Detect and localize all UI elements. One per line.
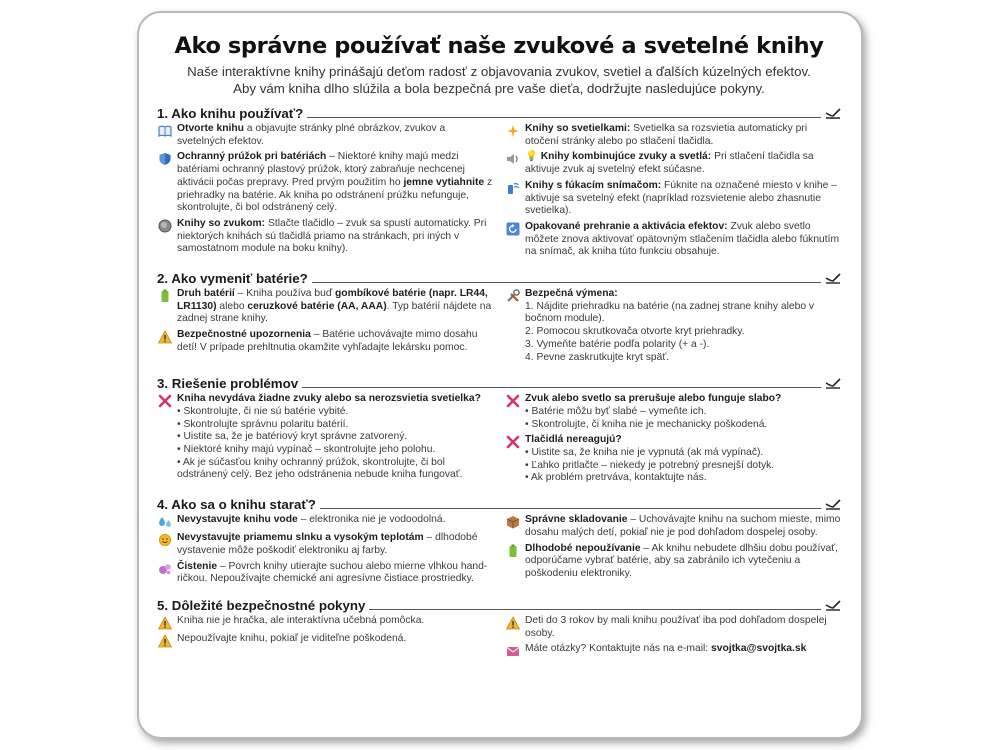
- section-2-right: [505, 288, 841, 367]
- list-item: Nevystavujte knihu vode – elektronika nie je vodoodolná.: [157, 514, 493, 529]
- battery-icon: [157, 289, 172, 303]
- intro-text: [157, 63, 841, 97]
- checkmark-icon: [825, 377, 841, 390]
- section-5-left: [157, 615, 493, 661]
- warning-icon: [157, 330, 172, 344]
- section-4-left: [157, 514, 493, 589]
- list-item: [505, 393, 841, 431]
- section-5-body: [157, 615, 841, 661]
- list-item: Ochranný prúžok pri batériách – Niektoré knihy majú medzi batériami ochranný plastový prúžok, ktorý zabraňuje nechcenej aktivácii počas prepravy. Pred prvým použitím ho jemne vytiahnite z priehradky na batérie. Ak kniha po odstránení prúžku nefunguje, skontrolujte, či bol odstránený celý.: [157, 151, 493, 215]
- bullet-item: • Ak je súčasťou knihy ochranný prúžok, skontrolujte, či bol odstránený celý. Bez jeho odstránenia nebude kniha fungovať.: [177, 457, 493, 482]
- shield-icon: [157, 152, 172, 166]
- list-item: Bezpečnostné upozornenia – Batérie uchovávajte mimo dosahu detí! V prípade prehltnutia okamžite vyhľadajte lekársku pomoc.: [157, 329, 493, 354]
- bullet-item: • Uistite sa, že je batériový kryt správne zatvorený.: [177, 431, 493, 444]
- section-1-right: [505, 123, 841, 262]
- blow-sensor-icon: [505, 181, 520, 195]
- section-title: 2. Ako vymeniť batérie?: [157, 271, 308, 287]
- steps-list: [525, 301, 841, 365]
- warning-icon: [505, 616, 520, 630]
- contact-email[interactable]: svojtka@svojtka.sk: [711, 643, 807, 655]
- list-item: Nepoužívajte knihu, pokiaľ je viditeľne poškodená.: [157, 633, 493, 648]
- cleaning-icon: [157, 562, 172, 576]
- divider: [320, 508, 821, 509]
- speaker-light-icon: [505, 152, 520, 166]
- sun-icon: [157, 533, 172, 547]
- section-2-header: [157, 268, 841, 286]
- step-item: 4. Pevne zaskrutkujte kryt späť.: [525, 351, 670, 363]
- safe-replacement-title: Bezpečná výmena:: [525, 288, 618, 300]
- list-item: Dlhodobé nepoužívanie – Ak knihu nebudete dlhšiu dobu používať, odporúčame vybrať batérie, aby sa zabránilo ich vytečeniu a poškodeniu elektroniky.: [505, 543, 841, 581]
- intro-line-1: Naše interaktívne knihy prinášajú deťom radosť z objavovania zvukov, svetiel a ďalších kúzelných efektov.: [187, 64, 811, 79]
- section-4-body: [157, 514, 841, 589]
- divider: [312, 282, 821, 283]
- battery-icon: [505, 544, 520, 558]
- section-title: 5. Dôležité bezpečnostné pokyny: [157, 597, 366, 613]
- list-item: Otvorte knihu a objavujte stránky plné obrázkov, zvukov a svetelných efektov.: [157, 123, 493, 148]
- checkmark-icon: [825, 498, 841, 511]
- list-item: Nevystavujte priamemu slnku a vysokým teplotám – dlhodobé vystavenie môže poškodiť elektroniku aj farby.: [157, 532, 493, 557]
- step-item: 2. Pomocou skrutkovača otvorte kryt priehradky.: [525, 326, 745, 338]
- list-item: Knihy so svetielkami: Svetielka sa rozsvietia automaticky pri otočení stránky alebo po stlačení tlačidla.: [505, 123, 841, 148]
- section-4-header: [157, 494, 841, 512]
- section-3-left: [157, 393, 493, 488]
- tools-icon: [505, 289, 520, 303]
- bullet-item: • Niektoré knihy majú vypínač – skontrolujte jeho polohu.: [177, 444, 493, 457]
- cross-icon: [505, 435, 520, 449]
- section-title: 3. Riešenie problémov: [157, 376, 299, 392]
- checkmark-icon: [825, 599, 841, 612]
- mail-icon: [505, 644, 520, 658]
- sparkle-icon: [505, 124, 520, 138]
- checkmark-icon: [825, 272, 841, 285]
- list-item: [505, 434, 841, 485]
- bullet-item: • Skontrolujte, či nie sú batérie vybité.: [177, 406, 493, 419]
- list-item: [157, 393, 493, 482]
- bullet-item: • Ak problém pretrváva, kontaktujte nás.: [525, 472, 841, 485]
- section-2-left: [157, 288, 493, 367]
- bullet-item: • Ľahko pritlačte – niekedy je potrebný presnejší dotyk.: [525, 460, 841, 473]
- section-3-body: [157, 393, 841, 488]
- list-item: Knihy s fúkacím snímačom: Fúknite na označené miesto v knihe – aktivuje sa svetelný efekt (napríklad rozsvietenie alebo zhasnutie svetielka).: [505, 180, 841, 218]
- list-item: Správne skladovanie – Uchovávajte knihu na suchom mieste, mimo dosahu malých detí, pokiaľ nie je pod dohľadom dospelej osoby.: [505, 514, 841, 539]
- section-1-header: [157, 103, 841, 121]
- problem-title: Zvuk alebo svetlo sa prerušuje alebo funguje slabo?: [525, 393, 782, 405]
- book-icon: [157, 124, 172, 138]
- section-3-header: [157, 373, 841, 391]
- checkmark-icon: [825, 107, 841, 120]
- list-item: [505, 288, 841, 364]
- bullet-list: [525, 447, 841, 485]
- list-item: Druh batérií – Kniha používa buď gombíkové batérie (napr. LR44, LR1130) alebo ceruzkové batérie (AA, AAA). Typ batérií nájdete na zadnej strane knihy.: [157, 288, 493, 326]
- step-item: 3. Vymeňte batérie podľa polarity (+ a -).: [525, 338, 710, 350]
- bullet-list: [177, 406, 493, 482]
- section-4-right: [505, 514, 841, 589]
- bullet-item: • Batérie môžu byť slabé – vymeňte ich.: [525, 406, 841, 419]
- warning-icon: [157, 634, 172, 648]
- list-item: Čistenie – Povrch knihy utierajte suchou alebo mierne vlhkou hand-ričkou. Nepoužívajte chemické ani agresívne čistiace prostriedky.: [157, 561, 493, 586]
- bullet-item: • Skontrolujte, či kniha nie je mechanicky poškodená.: [525, 419, 841, 432]
- divider: [369, 609, 821, 610]
- list-item: 💡 Knihy kombinujúce zvuky a svetlá: Pri stlačení tlačidla sa aktivuje zvuk aj svetelný efekt súčasne.: [505, 151, 841, 176]
- page-title: Ako správne používať naše zvukové a svetelné knihy: [174, 33, 824, 59]
- section-title: 4. Ako sa o knihu starať?: [157, 497, 316, 513]
- list-item: Kniha nie je hračka, ale interaktívna učebná pomôcka.: [157, 615, 493, 630]
- water-drops-icon: [157, 515, 172, 529]
- list-item: Máte otázky? Kontaktujte nás na e-mail: svojtka@svojtka.sk: [505, 643, 841, 658]
- warning-icon: [157, 616, 172, 630]
- section-1-body: [157, 123, 841, 262]
- problem-title: Tlačidlá nereagujú?: [525, 434, 622, 446]
- divider: [307, 117, 821, 118]
- replay-icon: [505, 222, 520, 236]
- section-3-right: [505, 393, 841, 488]
- step-item: 1. Nájdite priehradku na batérie (na zadnej strane knihy alebo v bočnom module).: [525, 300, 815, 325]
- section-2-body: [157, 288, 841, 367]
- bullet-item: • Skontrolujte správnu polaritu batérií.: [177, 419, 493, 432]
- bullet-list: [525, 406, 841, 431]
- intro-line-2: Aby vám kniha dlho slúžila a bola bezpečná pre vaše dieťa, dodržujte nasledujúce pokyny.: [233, 81, 765, 96]
- list-item: Knihy so zvukom: Stlačte tlačidlo – zvuk sa spustí automaticky. Pri niektorých knihách sú tlačidlá priamo na stránkach, pri iných v samostatnom module na boku knihy).: [157, 218, 493, 256]
- bullet-item: • Uistite sa, že kniha nie je vypnutá (ak má vypínač).: [525, 447, 841, 460]
- cross-icon: [505, 394, 520, 408]
- instruction-card: [137, 11, 863, 739]
- list-item: Deti do 3 rokov by mali knihu používať iba pod dohľadom dospelej osoby.: [505, 615, 841, 640]
- bulb-icon: 💡: [525, 151, 541, 163]
- problem-title: Kniha nevydáva žiadne zvuky alebo sa nerozsvietia svetielka?: [177, 393, 481, 405]
- sound-button-icon: [157, 219, 172, 233]
- divider: [302, 387, 821, 388]
- section-title: 1. Ako knihu používať?: [157, 106, 304, 121]
- list-item: Opakované prehranie a aktivácia efektov: Zvuk alebo svetlo môžete znova aktivovať opätovným stlačením tlačidla alebo fúknutím na snímač, ak kniha túto funkciu obsahuje.: [505, 221, 841, 259]
- cross-icon: [157, 394, 172, 408]
- section-1-left: [157, 123, 493, 262]
- box-icon: [505, 515, 520, 529]
- section-5-header: [157, 595, 841, 613]
- section-5-right: [505, 615, 841, 661]
